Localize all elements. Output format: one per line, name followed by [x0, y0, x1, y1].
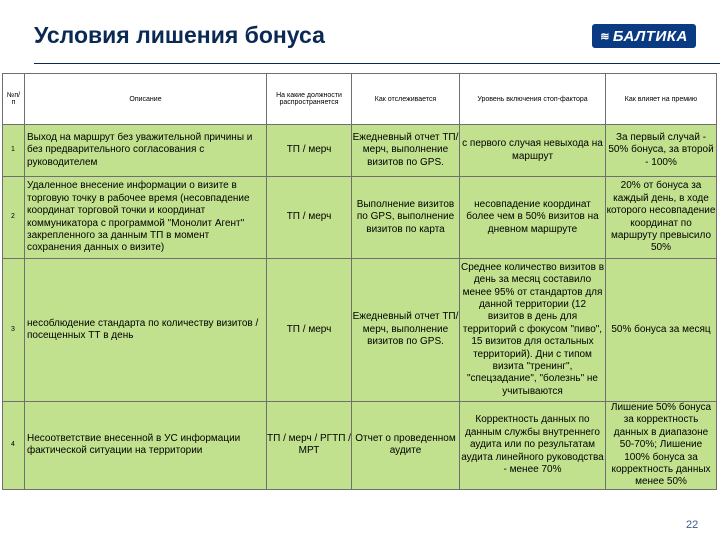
row-positions: ТП / мерч — [267, 125, 352, 177]
table-row — [3, 177, 717, 259]
row-trigger: несовпадение координат более чем в 50% визитов на дневном маршруте — [460, 177, 606, 259]
row-effect: Лишение 50% бонуса за корректность данных в диапазоне 50-70%; Лишение 100% бонуса за корректность данных менее 50% — [606, 402, 717, 490]
table-row — [3, 259, 717, 402]
row-tracking: Ежедневный отчет ТП/ мерч, выполнение визитов по GPS. — [352, 125, 460, 177]
row-number: 1 — [3, 125, 25, 177]
row-trigger: Среднее количество визитов в день за месяц составило менее 95% от стандартов для данной территории (12 визитов в день для территорий с фокусом "пиво", 15 визитов для остальных территорий). Дни с типом визита "тренинг", "спецзадание", "болезнь" не учитываются — [460, 259, 606, 402]
row-positions: ТП / мерч — [267, 259, 352, 402]
row-effect: За первый случай - 50% бонуса, за второй - 100% — [606, 125, 717, 177]
row-effect: 20% от бонуса за каждый день, в ходе которого несовпадение координат по маршруту превысило 50% — [606, 177, 717, 259]
row-trigger: Корректность данных по данным службы внутреннего аудита или по результатам аудита линейного руководства - менее 70% — [460, 402, 606, 490]
row-description: несоблюдение стандарта по количеству визитов / посещенных ТТ в день — [25, 259, 267, 402]
row-positions: ТП / мерч / РГТП / МРТ — [267, 402, 352, 490]
page-number: 22 — [686, 519, 699, 531]
row-number: 4 — [3, 402, 25, 490]
table-row — [3, 402, 717, 490]
row-effect: 50% бонуса за месяц — [606, 259, 717, 402]
header-number: №п/п — [3, 74, 25, 125]
header-description: Описание — [25, 74, 267, 125]
row-description: Несоответствие внесенной в УС информации фактической ситуации на территории — [25, 402, 267, 490]
page-title: Условия лишения бонуса — [34, 22, 325, 48]
bonus-conditions-table — [2, 73, 717, 490]
table-row — [3, 125, 717, 177]
title-divider — [34, 63, 720, 64]
row-tracking: Ежедневный отчет ТП/ мерч, выполнение визитов по GPS. — [352, 259, 460, 402]
header-trigger-level: Уровень включения стоп-фактора — [460, 74, 606, 125]
row-number: 3 — [3, 259, 25, 402]
row-tracking: Выполнение визитов по GPS, выполнение визитов по карта — [352, 177, 460, 259]
row-positions: ТП / мерч — [267, 177, 352, 259]
table-header-row — [3, 74, 717, 125]
header-tracking: Как отслеживается — [352, 74, 460, 125]
baltika-logo — [592, 24, 696, 48]
row-tracking: Отчет о проведенном аудите — [352, 402, 460, 490]
row-number: 2 — [3, 177, 25, 259]
logo-text: БАЛТИКА — [612, 27, 688, 45]
row-description: Выход на маршрут без уважительной причины и без предварительного согласования с руководителем — [25, 125, 267, 177]
header-bonus-effect: Как влияет на премию — [606, 74, 717, 125]
row-trigger: с первого случая невыхода на маршрут — [460, 125, 606, 177]
row-description: Удаленное внесение информации о визите в торговую точку в рабочее время (несовпадение координат торговой точки и координат коммуникатора с программой "Монолит Агент" закрепленного за данным ТП в момент сохранения данных о визите) — [25, 177, 267, 259]
wave-logo-icon: ≋ — [600, 30, 610, 43]
header-positions: На какие должности распространяется — [267, 74, 352, 125]
